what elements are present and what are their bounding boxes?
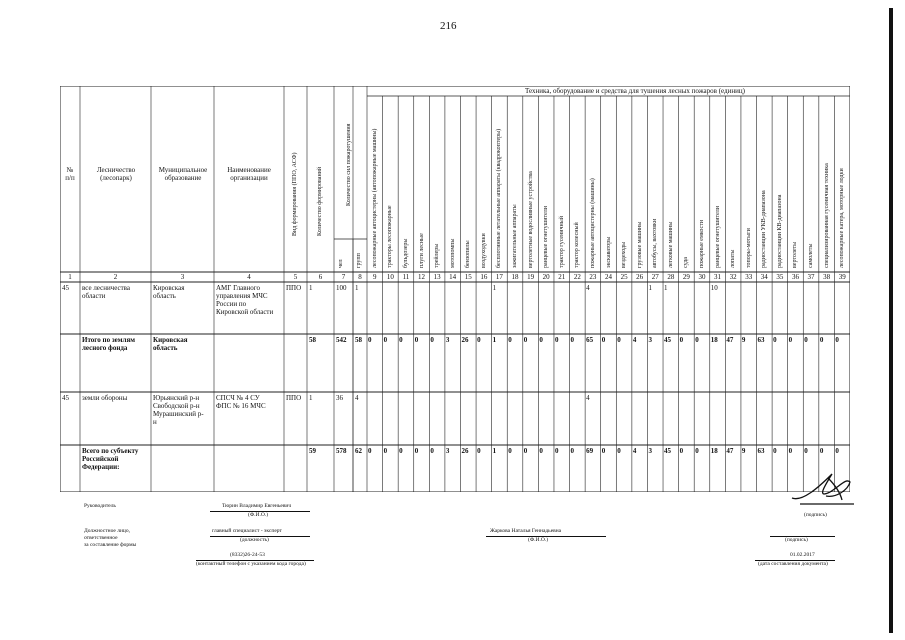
header-equipment-11: вертолетные водосливные устройства (527, 171, 534, 268)
row-cell-27: 1 (648, 284, 652, 292)
column-number-27: 27 (651, 273, 659, 281)
row-cell-28: 45 (664, 447, 672, 455)
row-people: 578 (336, 447, 347, 455)
column-number-30: 30 (698, 273, 706, 281)
row-cell-38: 0 (819, 447, 824, 455)
column-number-32: 32 (729, 273, 737, 281)
header-equipment-9: бесплотинные летательные аппараты (квадрокоптеры) (496, 128, 503, 268)
row-cell-39: 0 (835, 447, 839, 455)
column-number-7: 7 (341, 273, 346, 281)
row-formations: 59 (309, 447, 316, 455)
head-fio-caption: (Ф.И.О.) (248, 512, 269, 518)
column-number-6: 6 (318, 273, 323, 281)
header-equipment-28: вертолеты (792, 241, 799, 268)
column-number-20: 20 (542, 273, 550, 281)
row-cell-19: 0 (523, 336, 528, 344)
row-type: ППО (286, 284, 302, 292)
row-formations: 1 (309, 284, 313, 292)
fire-equipment-table (60, 86, 850, 492)
column-number-23: 23 (589, 273, 597, 281)
header-equipment-27: радиостанции КВ-диапазона (776, 194, 783, 268)
row-cell-34: 63 (757, 336, 765, 344)
row-organization: СПСЧ № 4 СУ ФПС № 16 МЧС (216, 394, 266, 410)
header-equipment-2: тракторы лесопожарные (387, 205, 394, 268)
header-equipment-20: легковые машины (667, 221, 674, 268)
phone-caption: (контактный телефон с указанием кода города) (196, 561, 306, 567)
row-cell-9: 0 (368, 447, 372, 455)
row-cell-31: 18 (710, 336, 718, 344)
header-equipment-22: пожарные емкости (698, 220, 705, 268)
column-number-22: 22 (573, 273, 581, 281)
responsible-signature-caption: (подпись) (785, 537, 808, 543)
row-cell-37: 0 (804, 336, 808, 344)
row-cell-21: 0 (554, 336, 559, 344)
row-number: 45 (62, 394, 69, 402)
header-equipment-13: трактор гусеничный (558, 216, 565, 268)
column-number-28: 28 (667, 273, 675, 281)
date: 01.02.2017 (790, 552, 815, 558)
row-cell-12: 0 (414, 336, 419, 344)
row-municipal: Кировская область (153, 336, 188, 352)
column-number-11: 11 (402, 273, 410, 281)
row-groups: 1 (355, 284, 359, 292)
row-cell-34: 63 (757, 447, 765, 455)
row-cell-12: 0 (414, 447, 419, 455)
page-number: 216 (440, 20, 457, 32)
header-formations-count: Количество формирований (317, 166, 323, 236)
column-number-35: 35 (776, 273, 784, 281)
row-cell-18: 0 (508, 447, 512, 455)
row-cell-32: 47 (726, 447, 734, 455)
column-number-13: 13 (433, 273, 441, 281)
row-cell-36: 0 (788, 447, 793, 455)
header-equipment-15: пожарные автоцистерны (машины) (589, 178, 596, 268)
header-equipment-21: суда (683, 257, 690, 268)
row-type: ППО (286, 394, 302, 402)
column-number-8: 8 (358, 273, 362, 281)
row-cell-28: 45 (664, 336, 672, 344)
column-number-16: 16 (480, 273, 488, 281)
column-number-37: 37 (807, 273, 815, 281)
row-cell-22: 0 (570, 447, 575, 455)
row-forest: Всего по субъекту Российской Федерации: (82, 447, 139, 471)
row-cell-36: 0 (788, 336, 793, 344)
row-municipal: Юрьянский р-н Свободской р-н Мурашинский р- н (153, 394, 204, 426)
header-municipal: Муниципальное образование (158, 166, 208, 182)
row-cell-28: 1 (664, 284, 668, 292)
row-cell-24: 0 (601, 336, 606, 344)
header-number: № п/п (65, 166, 75, 182)
phone: (8332)26-24-53 (230, 552, 265, 558)
row-cell-38: 0 (819, 336, 824, 344)
row-cell-15: 26 (461, 447, 469, 455)
row-cell-29: 0 (679, 336, 684, 344)
column-number-36: 36 (791, 273, 799, 281)
column-number-2: 2 (113, 273, 118, 281)
head-signature-caption: (подпись) (804, 512, 827, 518)
responsible-position: главный специалист - эксперт (212, 528, 282, 534)
row-people: 542 (336, 336, 347, 344)
row-cell-23: 4 (586, 394, 590, 402)
header-equipment-16: экскаваторы (605, 236, 612, 268)
header-equipment-19: автобусы, вахтовки (652, 218, 659, 268)
row-cell-30: 0 (695, 336, 699, 344)
header-equipment-18: грузовые машины (636, 221, 643, 268)
header-equipment-25: топоры-мотыги (745, 228, 752, 268)
row-cell-9: 0 (368, 336, 372, 344)
row-groups: 62 (355, 447, 362, 455)
row-municipal: Кировская область (153, 284, 185, 300)
header-equipment-3: бульдозеры (402, 238, 409, 268)
column-number-14: 14 (449, 273, 457, 281)
row-cell-32: 47 (726, 336, 734, 344)
header-equipment-6: мотопомпы (449, 238, 456, 268)
header-equipment-23: ранцевые огнетушители (714, 206, 721, 268)
row-cell-17: 1 (492, 447, 497, 455)
row-cell-23: 65 (586, 336, 594, 344)
row-people: 36 (336, 394, 343, 402)
header-organization: Наименование организации (227, 166, 271, 182)
header-formation-type: Вид формирования (ППО, АСФ) (292, 152, 298, 236)
row-cell-25: 0 (617, 447, 621, 455)
header-equipment-10: зажигательные аппараты (512, 204, 519, 268)
header-equipment-8: воздуходувки (480, 233, 487, 268)
row-cell-27: 3 (648, 336, 652, 344)
responsible-label: Должностное лицо, ответственное за составление формы (84, 528, 137, 548)
date-caption: (дата составления документа) (758, 561, 828, 567)
row-cell-19: 0 (523, 447, 528, 455)
row-cell-23: 4 (586, 284, 590, 292)
row-cell-10: 0 (383, 447, 388, 455)
header-equipment-1: лесопожарные автоцистерны (автопожарные машины) (371, 128, 378, 268)
row-cell-13: 0 (430, 447, 434, 455)
column-number-4: 4 (247, 273, 251, 281)
row-cell-10: 0 (383, 336, 388, 344)
header-equipment-group: Техника, оборудование и средства для тушения лесных пожаров (единиц) (525, 87, 745, 95)
row-groups: 58 (355, 336, 362, 344)
row-cell-15: 26 (461, 336, 469, 344)
column-number-9: 9 (373, 273, 377, 281)
row-cell-17: 1 (492, 284, 497, 292)
row-cell-13: 0 (430, 336, 434, 344)
column-number-34: 34 (760, 273, 768, 281)
row-cell-24: 0 (601, 447, 606, 455)
header-forest: Лесничество (лесопарк) (96, 166, 136, 182)
row-cell-20: 0 (539, 447, 543, 455)
row-forest: все лесничества области (82, 284, 130, 300)
row-cell-35: 0 (773, 336, 777, 344)
column-number-39: 39 (838, 273, 846, 281)
column-number-12: 12 (418, 273, 426, 281)
row-cell-31: 10 (710, 284, 718, 292)
row-cell-26: 4 (632, 336, 637, 344)
header-equipment-30: специализированная гусеничная техника (823, 163, 830, 268)
row-people: 100 (336, 284, 347, 292)
column-number-17: 17 (495, 273, 503, 281)
row-cell-31: 18 (710, 447, 718, 455)
header-equipment-29: самолеты (808, 243, 815, 268)
column-number-5: 5 (293, 273, 298, 281)
row-cell-26: 4 (632, 447, 637, 455)
column-number-24: 24 (604, 273, 612, 281)
column-number-15: 15 (464, 273, 472, 281)
row-cell-33: 9 (741, 336, 746, 344)
header-equipment-31: лесопожарные катера, моторные лодки (839, 168, 846, 268)
column-number-10: 10 (386, 273, 394, 281)
row-organization: АМГ Главного управления МЧС России по Кировской области (216, 284, 274, 316)
row-formations: 1 (309, 394, 313, 402)
row-groups: 4 (355, 394, 359, 402)
row-forest: Итого по землям лесного фонда (82, 336, 135, 352)
responsible-position-caption: (должность) (240, 537, 269, 543)
header-equipment-5: трейлеры (434, 243, 441, 268)
signature-stamp (788, 468, 858, 510)
row-cell-11: 0 (399, 336, 403, 344)
row-cell-17: 1 (492, 336, 497, 344)
column-number-3: 3 (180, 273, 185, 281)
row-cell-18: 0 (508, 336, 512, 344)
row-cell-11: 0 (399, 447, 403, 455)
header-equipment-7: бензопилы (465, 240, 472, 268)
row-forest: земли обороны (82, 394, 128, 402)
head-label: Руководитель (84, 503, 116, 509)
row-cell-21: 0 (554, 447, 559, 455)
responsible-name: Жаркова Наталья Геннадьевна (490, 528, 562, 534)
header-equipment-12: ранцевые огнетушители (543, 206, 550, 268)
row-cell-14: 3 (445, 336, 450, 344)
column-number-38: 38 (823, 273, 831, 281)
row-cell-30: 0 (695, 447, 699, 455)
binding-edge-line (889, 8, 893, 633)
row-cell-35: 0 (773, 447, 777, 455)
header-people: чел (338, 259, 344, 268)
header-equipment-17: вездеходы (621, 241, 628, 268)
responsible-fio-caption: (Ф.И.О.) (528, 537, 549, 543)
row-formations: 58 (309, 336, 316, 344)
head-name: Тюрин Владимир Евгеньевич (222, 503, 292, 509)
row-cell-39: 0 (835, 336, 839, 344)
column-number-26: 26 (636, 273, 644, 281)
header-groups: групп (356, 253, 362, 268)
row-cell-25: 0 (617, 336, 621, 344)
row-cell-16: 0 (477, 336, 481, 344)
header-equipment-14: трактор колесный (574, 222, 581, 268)
row-cell-14: 3 (445, 447, 450, 455)
row-cell-23: 69 (586, 447, 594, 455)
header-equipment-24: лопаты (730, 249, 737, 268)
row-cell-22: 0 (570, 336, 575, 344)
row-cell-16: 0 (477, 447, 481, 455)
header-equipment-4: плуги лесные (418, 233, 425, 268)
column-number-25: 25 (620, 273, 628, 281)
row-cell-29: 0 (679, 447, 684, 455)
column-number-29: 29 (682, 273, 690, 281)
column-number-18: 18 (511, 273, 519, 281)
column-number-31: 31 (714, 273, 722, 281)
header-forces-count: Количество сил пожаротушения (346, 123, 352, 206)
row-number: 45 (62, 284, 69, 292)
column-number-19: 19 (527, 273, 535, 281)
row-cell-27: 3 (648, 447, 652, 455)
row-cell-20: 0 (539, 336, 543, 344)
column-number-1: 1 (68, 273, 72, 281)
header-equipment-26: радиостанции УКВ-диапазона (761, 190, 768, 268)
column-number-33: 33 (745, 273, 753, 281)
column-number-21: 21 (558, 273, 566, 281)
row-cell-37: 0 (804, 447, 808, 455)
row-cell-33: 9 (741, 447, 746, 455)
